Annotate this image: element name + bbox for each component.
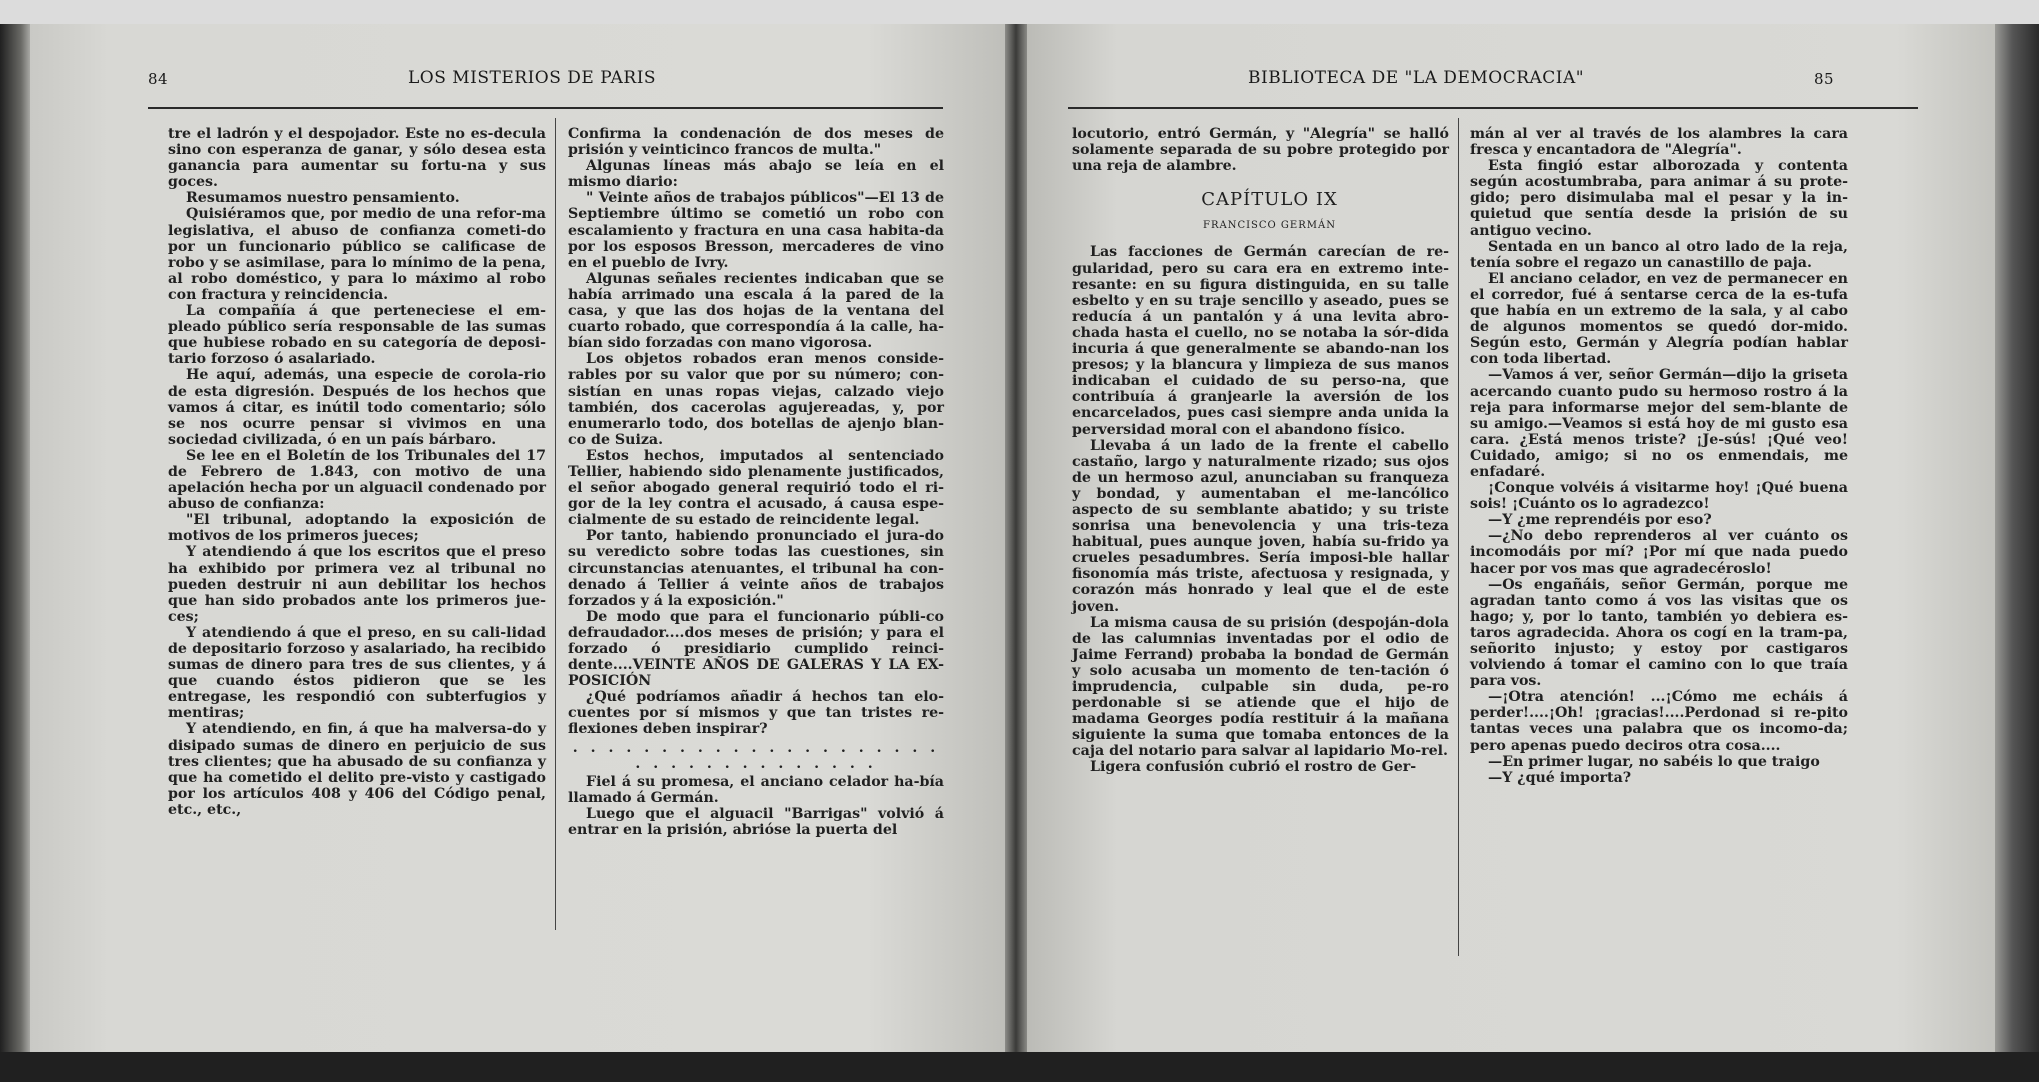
paragraph: Por tanto, habiendo pronunciado el jura-do su veredicto sobre todas las cuestiones, sin circunstancias atenuantes, el tribunal ha con-denado á Tellier á veinte años de trabajos forzados y á la exposición." [568,528,944,609]
paragraph: El anciano celador, en vez de permanecer en el corredor, fué á sentarse cerca de la es-tufa que había en un extremo de la sala, y al cabo de algunos momentos se quedó dor-mido. Según esto, Germán y Alegría podían hablar con toda libertad. [1470,270,1848,368]
paragraph: Las facciones de Germán carecían de re-gularidad, pero su cara era en extremo inte-resante: en su figura distinguida, en su talle esbelto y en su traje sencillo y aseado, pues se reducía á un pantalón y á una levita abro-chada hasta el cuello, no se notaba la sór-dida incuria á que generalmente se abando-nan los presos; y la blancura y limpieza de sus manos indicaban el cuidado de su perso-na, que contribuía á granjearle la aversión de los encarcelados, pues casi siempre anda unida la perversidad moral con el abandono físico. [1072,244,1449,438]
paragraph: locutorio, entró Germán, y "Alegría" se halló solamente separada de su pobre protegido por una reja de alambre. [1072,126,1449,175]
paragraph: De modo que para el funcionario públi-co defraudador....dos meses de prisión; y para el forzado ó presidiario cumplido reinci-dente....VEINTE AÑOS DE GALERAS Y LA EX-POSICIÓN [568,608,944,690]
scan-right-edge [1995,24,2039,1052]
paragraph: Los objetos robados eran menos conside-rables por su valor que por su número; con-sistían en unas ropas viejas, calzado viejo también, dos cacerolas agujereadas, y, por enumerarlo todo, dos botellas de ajenjo blan-co de Suiza. [568,351,944,448]
left-column-separator [555,118,556,930]
paragraph: Resumamos nuestro pensamiento. [186,190,460,207]
left-header-rule [148,107,943,109]
right-page-number: 85 [1814,70,1835,88]
right-page-column-2 [1470,126,1848,786]
paragraph: Confirma la condenación de dos meses de prisión y veinticinco francos de multa." [568,126,944,159]
paragraph: "El tribunal, adoptando la exposición de motivos de los primeros jueces; [168,512,546,545]
left-page-column-2 [568,126,944,838]
paragraph: —¿No debo reprenderos al ver cuánto os incomodáis por mí? ¡Por mí que nada puedo hacer por vos mas que agradecéroslo! [1470,528,1848,577]
left-running-head: LOS MISTERIOS DE PARIS [408,68,657,88]
paragraph: Y atendiendo, en fin, á que ha malversa-do y disipado sumas de dinero en perjuicio de sus tres clientes; que ha abusado de su confianza y que ha cometido el delito pre-visto y castigado por los artículos 408 y 406 del Código penal, etc., etc., [168,721,546,818]
right-page-column-1 [1072,126,1449,776]
paragraph: ¿Qué podríamos añadir á hechos tan elo-cuentes por sí mismos y que tan tristes re-flexiones deben inspirar? [568,689,944,738]
paragraph: Estos hechos, imputados al sentenciado Tellier, habiendo sido plenamente justificados, el señor abogado general requirió todo el ri-gor de la ley contra el acusado, á causa espe-cialmente de su estado de reincidente legal. [568,447,944,529]
right-running-header [1068,68,1948,92]
paragraph: tre el ladrón y el despojador. Este no es-decula sino con esperanza de ganar, y sólo desea esta ganancia para aumentar su fortu-na y sus goces. [168,126,546,191]
chapter-subtitle: FRANCISCO GERMÁN [1203,220,1336,232]
left-page-number: 84 [148,70,169,88]
scan-top-edge [0,0,2039,24]
paragraph: Algunas señales recientes indicaban que se había arrimado una escala á la pared de la casa, y que las dos hojas de la ventana del cuarto robado, que correspondía á la calle, ha-bían sido forzadas con mano vigorosa. [568,270,944,352]
right-running-head: BIBLIOTECA DE "LA DEMOCRACIA" [1248,68,1585,88]
paragraph: Y atendiendo á que el preso, en su cali-lidad de depositario forzoso y asalariado, ha recibido sumas de dinero para tres de sus clientes, y á que cuando éstos pidieron que se les entregase, les respondió con subterfugios y mentiras; [168,624,546,722]
paragraph: Sentada en un banco al otro lado de la reja, tenía sobre el regazo un canastillo de paja. [1470,238,1848,271]
paragraph: " Veinte años de trabajos públicos"—El 13 de Septiembre último se cometió un robo con escalamiento y fractura en una casa habita-da por los esposos Bresson, mercaderes de vino en el pueblo de Ivry. [568,190,944,271]
left-running-header [148,68,948,92]
paragraph: —Os engañáis, señor Germán, porque me agradan tanto como á vos las visitas que os hago; y, por lo tanto, también yo debiera es-taros agradecida. Ahora os cogí en la tram-pa, señorito injusto; y estoy por castigaros volviendo á tomar el camino con lo que traía para vos. [1470,576,1848,690]
paragraph: Y atendiendo á que los escritos que el preso ha exhibido por primera vez al tribunal no pueden destruir ni aun debilitar los hechos que han sido probados ante los primeros jue-ces; [168,544,546,625]
paragraph: Fiel á su promesa, el anciano celador ha-bía llamado á Germán. [568,773,944,806]
paragraph: Ligera confusión cubrió el rostro de Ger- [1090,759,1417,776]
paragraph: ¡Conque volvéis á visitarme hoy! ¡Qué buena sois! ¡Cuánto os lo agradezco! [1470,480,1848,513]
paragraph: Llevaba á un lado de la frente el cabello castaño, largo y naturalmente rizado; sus ojos de un hermoso azul, anunciaban su franqueza y bondad, y aumentaban el me-lancólico aspecto de su semblante abatido; y su triste sonrisa una benevolencia y una tris-teza habitual, pues aunque joven, había su-frido ya crueles pesadumbres. Sería imposi-ble hallar fisonomía más triste, afectuosa y resignada, y corazón más honrado y leal que el de este joven. [1072,437,1449,615]
paragraph: La compañía á que perteneciese el em-pleado público sería responsable de las sumas que hubiese robado en su categoría de deposi-tario forzoso ó asalariado. [168,303,546,368]
scan-bottom-edge [0,1052,2039,1082]
paragraph: La misma causa de su prisión (despoján-dola de las calumnias inventadas por el odio de Jaime Ferrand) probaba la bondad de Germán y solo acusaba un momento de ten-tación ó imprudencia, culpable sin duda, pe-ro perdonable si se atiende que el hijo de madama Georges podía restituir á la mañana siguiente la suma que tomaba entonces de la caja del notario para salvar al lapidario Mo-rel. [1072,614,1449,760]
scan-left-edge [0,24,30,1052]
paragraph: —En primer lugar, no sabéis lo que traigo [1488,753,1820,770]
paragraph: Esta fingió estar alborozada y contenta según acostumbraba, para animar á su prote-gido; pero disimulaba mal el pesar y la in-quietud que sentía desde la prisión de su antiguo vecino. [1470,158,1848,239]
paragraph: —Vamos á ver, señor Germán—dijo la griseta acercando cuanto pudo su hermoso rostro á la reja para informarse mejor del sem-blante de su amigo.—Veamos si está hoy de mi gusto esa cara. ¿Está menos triste? ¡Je-sús! ¡Qué veo! Cuidado, amigo; si no os enmendais, me enfadaré. [1470,367,1848,480]
paragraph: Se lee en el Boletín de los Tribunales del 17 de Febrero de 1.843, con motivo de una apelación hecha por un alguacil condenado por abuso de confianza: [168,447,546,513]
paragraph: —Y ¿qué importa? [1488,769,1632,786]
paragraph: —¡Otra atención! ...¡Cómo me echáis á perder!....¡Oh! ¡gracias!....Perdonad si re-pito tantas veces una palabra que os incomo-da; pero apenas puedo deciros otra cosa.... [1470,689,1848,754]
paragraph: Luego que el alguacil "Barrigas" volvió á entrar en la prisión, abrióse la puerta del [568,805,944,839]
right-header-rule [1068,107,1918,109]
book-gutter [1005,24,1027,1052]
ellipsis-separator: . . . . . . . . . . . . . . . . . . . . . . . . . . . . . . . . . . . [572,739,940,772]
paragraph: —Y ¿me reprendéis por eso? [1488,512,1712,529]
right-column-separator [1458,118,1459,956]
paragraph: Quisiéramos que, por medio de una refor-ma legislativa, el abuso de confianza cometi-do por un funcionario público se calificase de robo y se asimilase, para lo mínimo de la pena, al robo doméstico, y para lo máximo al robo con fractura y reincidencia. [168,206,546,303]
paragraph: mán al ver al través de los alambres la cara fresca y encantadora de "Alegría". [1470,126,1848,159]
paragraph: Algunas líneas más abajo se leía en el mismo diario: [568,158,944,191]
paragraph: He aquí, además, una especie de corola-rio de esta digresión. Después de los hechos que vamos á citar, es inútil todo comentario; sólo se nos ocurre pensar si vivimos en una sociedad civilizada, ó en un país bárbaro. [168,367,546,448]
left-page-column-1 [168,126,546,818]
chapter-heading: CAPÍTULO IX [1201,189,1338,211]
